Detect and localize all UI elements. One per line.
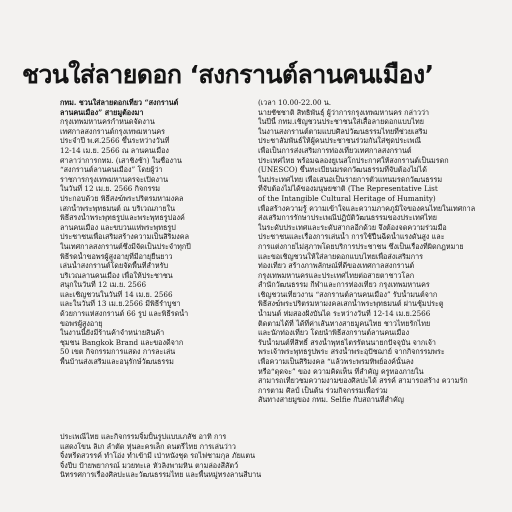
- text-line: ราชการกรุงเทพมหานครจะเปิดงาน: [60, 174, 168, 184]
- text-line: หรือ“ดุดจะ” ของ ความคิดเห็น ที่สำคัญ ครูทองภายใน: [258, 366, 424, 376]
- text-line: ประชาชนและเรื่องการเล่นน้ำ การใช้ปืนฉีดน้ำแรงดันสูง และ: [258, 232, 445, 242]
- text-line: น้ำมนต์ ห่มสองฝั่งบันได ระหว่างวันที่ 12-14 เม.ย.2566: [258, 309, 431, 319]
- text-line: เสกน้ำพระพุทธมนต์ ณ บริเวณภายใน: [60, 203, 176, 213]
- text-line: 12-14 เม.ย. 2566 ณ ลานคนเมือง: [60, 145, 169, 155]
- text-line: “สงกรานต์ลานคนเมือง” โดยผู้ว่า: [60, 165, 163, 175]
- text-line: ที่จับต้องไม่ได้ของมนุษยชาติ (The Representative List: [258, 184, 438, 194]
- text-line: นิทรรศการเรื่องศิลปะและวัฒนธรรมไทย และพื้นหมู่ทรงลานสีบาน: [60, 470, 262, 480]
- text-line: รับน้ำมนต์ที่สิทธิ์ สรงน้ำพุทธไตรรัตนนายกปัจจุบัน จากเจ้า: [258, 337, 436, 347]
- text-line: (เวลา 10.00-22.00 น.: [258, 98, 332, 107]
- text-line: ด้วยการแห่สงกรานต์ 66 รูป และพิธีรดน้ำ: [60, 309, 189, 319]
- text-line: และเชิญชวนในวันที่ 14 เม.ย. 2566: [60, 289, 173, 299]
- text-line: ประจำปี พ.ศ.2566 ขึ้นระหว่างวันที่: [60, 136, 170, 146]
- text-line: แสดงโขน ลิเก ลำตัด หุ่นละครเล็ก ดนตรีไทย การเล่นว่าว: [60, 441, 236, 451]
- text-line: ในระดับประเทศและระดับสากลอีกด้วย จึงต้องจดความร่วมมือ: [258, 222, 447, 232]
- text-line: 50 เขต กิจกรรมการแสดง การละเล่น: [60, 347, 176, 357]
- text-line: บริเวณลานคนเมือง เพื่อให้ประชาชน: [60, 270, 173, 280]
- text-line: ในประเทศไทย เพื่อเสนอเป็นรายการตัวแทนมรดกวัฒนธรรม: [258, 174, 443, 184]
- text-line: และขอเชิญชวนให้ใส่ลายดอกแบบไทยเพื่อส่งเสริมการ: [258, 251, 423, 261]
- article-headline: ชวนใส่ลายดอก ‘สงกรานต์ลานคนเมือง’: [22, 60, 434, 89]
- text-line: เชิญชวนเที่ยวงาน “สงกรานต์ลานคนเมือง” รับน้ำมนต์จาก: [258, 289, 438, 299]
- text-line: ประเพณีไทย และกิจกรรมจิ้มปั้นรูปแบบเภสัช อาทิ การ: [60, 432, 227, 441]
- text-line: ประชาชนเพื่อเสริมสร้างความเป็นสิริมงคล: [60, 232, 189, 242]
- text-line: สนุกในวันที่ 12 เม.ย. 2566: [60, 280, 147, 290]
- text-line: (UNESCO) ขึ้นทะเบียนมรดกวัฒนธรรมที่จับต้องไม่ได้: [258, 165, 427, 175]
- text-line: ในวันที่ 12 เม.ย. 2566 กิจกรรม: [60, 184, 161, 194]
- text-line: พื้นบ้านส่งเสริมและอนุรักษ์วัฒนธรรม: [60, 357, 174, 367]
- text-line: ขอพรผู้สูงอายุ: [60, 318, 103, 328]
- text-line: นายชัชชาติ สิทธิพันธุ์ ผู้ว่าการกรุงเทพมหานคร กล่าวว่า: [258, 107, 430, 117]
- text-line: พิธีสงฆ์พระปริตรมหามงคลเสกน้ำพระพุทธมนต์ ผ่านชุ้มประตู: [258, 299, 444, 309]
- text-line: ติดตามได้ที่ ได้ที่ค่าเส้นทางสายมูคนไทย ชาวไทยรักไทย: [258, 318, 431, 328]
- text-line: พิธีสรงน้ำพระพุทธรูปและพระพุทธรูปองค์: [60, 213, 185, 223]
- text-line: การตาม ศิลป์ เป็นต้น ร่วมกิจกรรมเพื่อร่วม: [258, 385, 388, 395]
- text-line: ลานคนเมือง และขบวนแห่พระพุทธรูป: [60, 222, 176, 232]
- text-line: ในงานนี้ยังมีร้านค้าจำหน่ายสินค้า: [60, 328, 165, 338]
- text-line: of the Intangible Cultural Heritage of Humanity): [258, 193, 436, 203]
- text-line: เทศกาลสงกรานต์กรุงเทพมหานคร: [60, 126, 166, 136]
- text-line: และในวันที่ 13 เม.ย.2566 มีพิธีรำบูชา: [60, 299, 181, 309]
- text-line: ประชาสัมพันธ์ให้ผู้คนประชาชนร่วมกันใส่ชุดประเพณี: [258, 136, 422, 146]
- text-line: เพื่อความเป็นสิริมงคล “แล้วพระพรมทิพย์องค์นั้นลง: [258, 357, 414, 367]
- text-line: เพื่อสร้างความรู้ ความเข้าใจและความภาคภูมิใจของคนไทยในเทศกาล: [258, 203, 476, 213]
- text-line: การแต่งกายไม่สุภาพโดยบริการประชาชน ซึ่งเป็นเรื่องที่ผิดกฎหมาย: [258, 241, 464, 251]
- bottom-text-block: [60, 432, 492, 480]
- text-line: พิธีรดน้ำขอพรผู้สูงอายุที่มีอายุยืนยาว: [60, 251, 173, 261]
- text-line: เพื่อเป็นการส่งเสริมการท่องเที่ยวเทศกาลสงกรานต์: [258, 145, 412, 155]
- text-line: ประเทศไทย พร้อมฉลองยูเนสโกประกาศให้สงกรานต์เป็นมรดก: [258, 155, 449, 165]
- text-line: จิ้งหรีดสวรรค์ ทำโอ่ง ทำเข้ามี เป่าหนังชุด รถไฟชามกุล ภัยแตน: [60, 451, 255, 461]
- left-column: [60, 98, 244, 367]
- text-line: ในงานสงกรานต์ตามแบบศิลปวัฒนธรรมไทยที่ช่วยเสริม: [258, 126, 428, 136]
- text-line: สำนักวัฒนธรรม กีฬาและการท่องเที่ยว กรุงเทพมหานคร: [258, 280, 430, 290]
- text-line: ในปีนี้ กทม.เชิญชวนประชาชนใส่เสื้อลายดอกแบบไทย: [258, 117, 424, 127]
- text-line: กทม. ชวนใส่ลายดอกเที่ยว “สงกรานต์: [60, 98, 179, 107]
- text-line: สามารถเที่ยวชมความงามของศิลปะได้ สรรค์ สามารถสร้าง ความรัก: [258, 376, 468, 386]
- text-line: จิ้งปีบ ป้ายพยากรณ์ มวยทะเล หัวลิงพามหิน ตามล่องสีสัตว์: [60, 460, 239, 470]
- text-line: ประกอบด้วย พิธีสงฆ์พระปริตรมหามงคล: [60, 193, 184, 203]
- text-line: ศาลาว่าการกทม. (เสาชิงช้า) ในชื่องาน: [60, 155, 182, 165]
- text-line: ลานคนเมือง” สายมูต้องมา: [60, 107, 144, 117]
- text-line: กรุงเทพมหานครกำหนดจัดงาน: [60, 117, 155, 127]
- text-line: พระเจ้าพระพุทธรูปพระ สรงน้ำพระอุปัชฌาย์ จากกิจกรรมพระ: [258, 347, 445, 357]
- text-line: สันทางสายมูของ กทม. Selfie กับสถานที่สำคัญ: [258, 395, 404, 405]
- text-line: ส่งเสริมการรักษาประเพณีปฏิบัติวัฒนธรรมของประเทศไทย: [258, 213, 437, 223]
- right-column: [258, 98, 492, 405]
- text-line: กรุงเทพมหานครและประเทศไทยต่อสายตาชาวโลก: [258, 270, 415, 280]
- text-line: เล่นน้ำสงกรานต์โดยจัดพื้นที่สำหรับ: [60, 261, 169, 271]
- text-line: ชุมชน Bangkok Brand และของดีจาก: [60, 337, 184, 347]
- text-line: ในเทศกาลสงกรานต์ซึ่งมีจัดเป็นประจำทุกปี: [60, 241, 191, 251]
- text-line: และนักท่องเที่ยว โดยนำพิธีสงกรานต์ลานคนเมือง: [258, 328, 410, 338]
- text-line: ท่องเที่ยว สร้างภาพลักษณ์ที่ดีของเทศกาลสงกรานต์: [258, 261, 415, 271]
